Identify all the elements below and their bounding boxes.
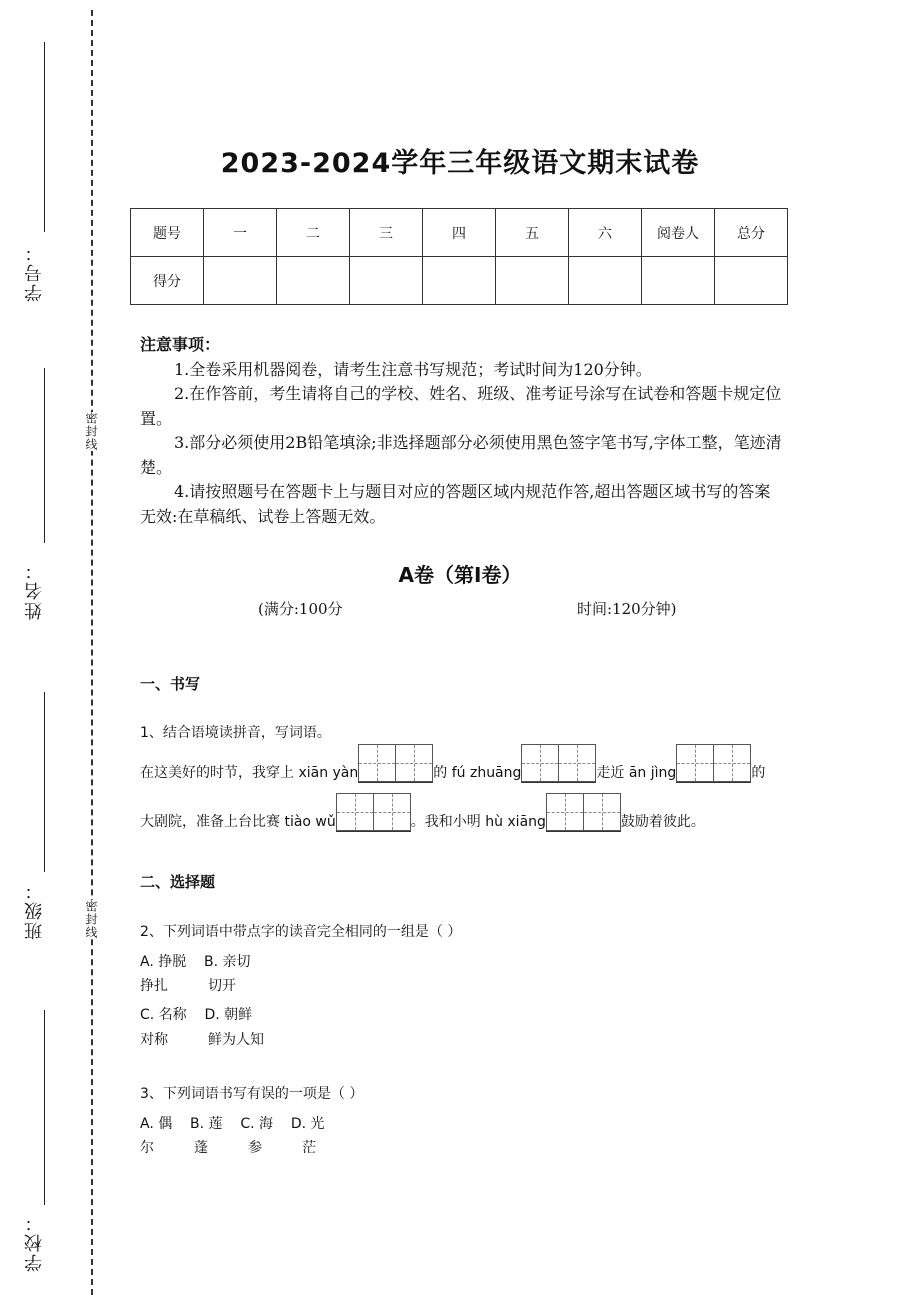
score-table	[130, 208, 788, 305]
note-item: 3.部分必须使用2B铅笔填涂;非选择题部分必须使用黑色签字笔书写,字体工整，笔迹清楚。	[140, 433, 782, 477]
score-table-score-row	[131, 257, 788, 305]
writing-grid[interactable]	[676, 744, 751, 783]
seal-line-text: 密封线	[84, 900, 98, 939]
student-id-fill-line	[44, 42, 45, 232]
full-score: (满分:100分	[258, 600, 343, 618]
table-cell: 四	[423, 209, 496, 257]
class-label: 班级：	[24, 880, 45, 940]
volume-title: A卷（第I卷）	[398, 563, 522, 587]
writing-box[interactable]	[358, 744, 396, 782]
table-cell: 得分	[131, 257, 204, 305]
notes-heading: 注意事项：	[140, 335, 221, 354]
sentence-text: 的 fú zhuāng	[433, 765, 522, 781]
writing-box[interactable]	[713, 744, 751, 782]
option-row: A. 挣脱 B. 亲切	[140, 954, 251, 970]
option-row: 尔 蓬 参 茫	[140, 1140, 317, 1156]
score-entry-cell[interactable]	[204, 257, 277, 305]
name-label: 姓名：	[24, 560, 45, 620]
section-heading: 二、选择题	[140, 873, 216, 891]
sentence-text: 大剧院，准备上台比赛 tiào wǔ	[140, 814, 336, 830]
score-entry-cell[interactable]	[350, 257, 423, 305]
seal-line-text: 密封线	[84, 412, 98, 451]
student-id-label: 学号：	[24, 242, 45, 302]
writing-grid[interactable]	[358, 744, 433, 783]
pinyin-line-1	[140, 744, 765, 783]
writing-grid[interactable]	[336, 793, 411, 832]
binding-dashed-line	[91, 10, 93, 1295]
score-entry-cell[interactable]	[569, 257, 642, 305]
sentence-text: 鼓励着彼此。	[620, 814, 705, 830]
writing-box[interactable]	[546, 793, 584, 831]
pinyin-line-2	[140, 793, 705, 832]
score-entry-cell[interactable]	[496, 257, 569, 305]
question-prompt: 1、结合语境读拼音，写词语。	[140, 725, 331, 741]
writing-box[interactable]	[521, 744, 559, 782]
table-cell: 总分	[715, 209, 788, 257]
sentence-text: 的	[751, 765, 766, 781]
name-fill-line	[44, 368, 45, 543]
note-item: 1.全卷采用机器阅卷，请考生注意书写规范；考试时间为120分钟。	[174, 359, 652, 379]
score-entry-cell[interactable]	[277, 257, 350, 305]
writing-box[interactable]	[373, 793, 411, 831]
section-heading: 一、书写	[140, 675, 201, 693]
table-cell: 三	[350, 209, 423, 257]
question-prompt: 2、下列词语中带点字的读音完全相同的一组是（ ）	[140, 924, 462, 940]
table-cell: 二	[277, 209, 350, 257]
writing-box[interactable]	[336, 793, 374, 831]
writing-grid[interactable]	[546, 793, 621, 832]
question-prompt: 3、下列词语书写有误的一项是（ ）	[140, 1086, 364, 1102]
writing-box[interactable]	[395, 744, 433, 782]
score-table-header-row	[131, 209, 788, 257]
sentence-text: 在这美好的时节，我穿上 xiān yàn	[140, 765, 359, 781]
sentence-text: 走近 ān jìng	[596, 765, 677, 781]
option-row: A. 偶 B. 莲 C. 海 D. 光	[140, 1116, 325, 1132]
score-entry-cell[interactable]	[423, 257, 496, 305]
writing-box[interactable]	[676, 744, 714, 782]
option-row: 挣扎 切开	[140, 978, 237, 994]
table-cell: 六	[569, 209, 642, 257]
table-cell: 阅卷人	[642, 209, 715, 257]
option-row: 对称 鲜为人知	[140, 1032, 265, 1048]
writing-box[interactable]	[583, 793, 621, 831]
table-cell: 五	[496, 209, 569, 257]
table-cell: 一	[204, 209, 277, 257]
sentence-text: 。我和小明 hù xiāng	[410, 814, 546, 830]
table-cell: 题号	[131, 209, 204, 257]
writing-grid[interactable]	[521, 744, 596, 783]
writing-box[interactable]	[558, 744, 596, 782]
exam-notes	[140, 333, 785, 529]
note-item: 2.在作答前，考生请将自己的学校、姓名、班级、准考证号涂写在试卷和答题卡规定位置。	[140, 384, 782, 428]
class-fill-line	[44, 692, 45, 872]
school-label: 学校：	[24, 1212, 45, 1272]
score-entry-cell[interactable]	[715, 257, 788, 305]
note-item: 4.请按照题号在答题卡上与题目对应的答题区域内规范作答,超出答题区域书写的答案无效:在草稿纸、试卷上答题无效。	[140, 482, 771, 526]
school-fill-line	[44, 1010, 45, 1205]
exam-title: 2023-2024学年三年级语文期末试卷	[220, 148, 700, 179]
time-limit: 时间:120分钟)	[577, 600, 677, 618]
score-entry-cell[interactable]	[642, 257, 715, 305]
option-row: C. 名称 D. 朝鲜	[140, 1007, 253, 1023]
